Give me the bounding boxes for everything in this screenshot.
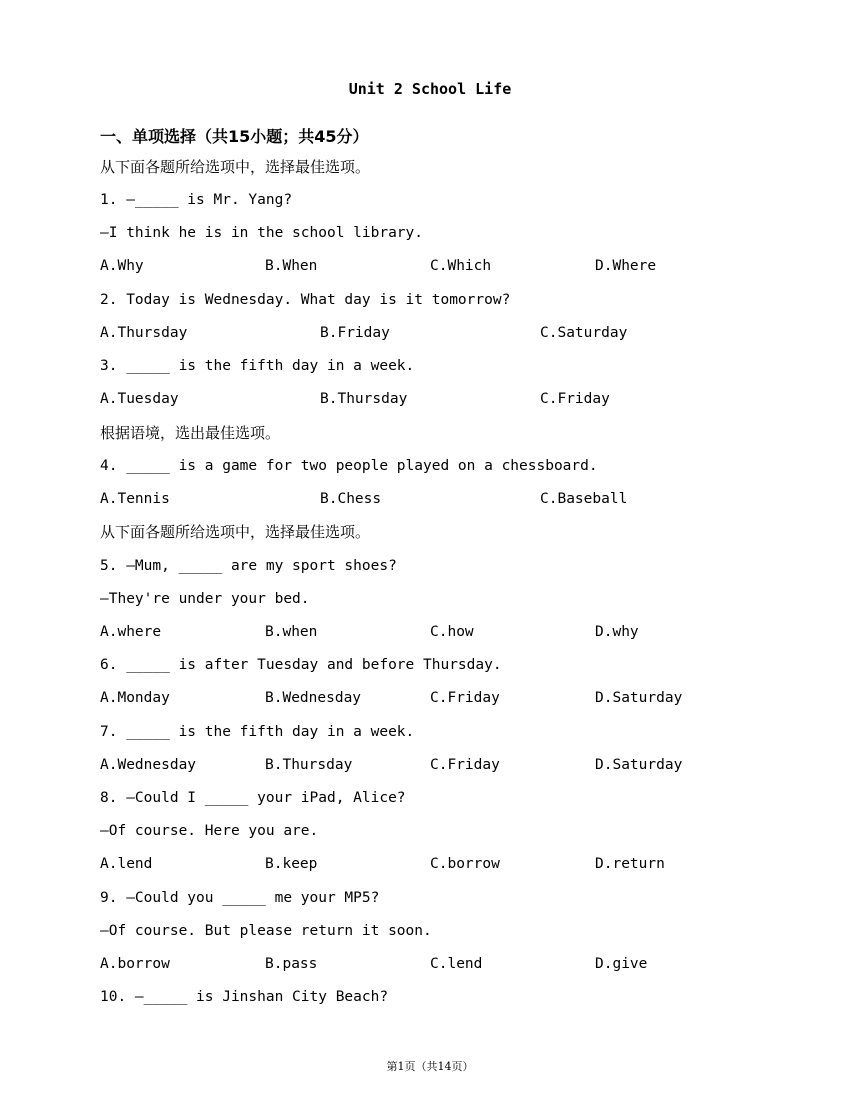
question-stem: 10. —_____ is Jinshan City Beach? xyxy=(100,989,389,1005)
option-c: C.Baseball xyxy=(540,491,628,507)
option-d: D.Saturday xyxy=(595,757,683,773)
option-b: B.Chess xyxy=(320,491,382,507)
option-c: C.Which xyxy=(430,258,492,274)
option-b: B.Friday xyxy=(320,325,390,341)
question-stem: 2. Today is Wednesday. What day is it tomorrow? xyxy=(100,292,511,308)
page-footer: 第1页（共14页） xyxy=(386,1060,474,1073)
option-b: B.keep xyxy=(265,856,318,872)
option-a: A.Monday xyxy=(100,690,170,706)
option-b: B.pass xyxy=(265,956,318,972)
option-c: C.how xyxy=(430,624,474,640)
option-a: A.Wednesday xyxy=(100,757,197,773)
instruction-text: 根据语境，选出最佳选项。 xyxy=(100,424,281,442)
option-b: B.Thursday xyxy=(320,391,408,407)
option-c: C.Saturday xyxy=(540,325,628,341)
document-title: Unit 2 School Life xyxy=(348,80,512,98)
option-c: C.Friday xyxy=(430,757,500,773)
question-stem: 8. —Could I _____ your iPad, Alice? xyxy=(100,790,406,806)
question-stem: 1. —_____ is Mr. Yang? xyxy=(100,192,293,208)
question-stem: 9. —Could you _____ me your MP5? xyxy=(100,890,380,906)
option-a: A.Thursday xyxy=(100,325,188,341)
question-reply: —Of course. Here you are. xyxy=(100,823,319,839)
question-reply: —Of course. But please return it soon. xyxy=(100,923,432,939)
option-d: D.give xyxy=(595,956,648,972)
instruction-text: 从下面各题所给选项中，选择最佳选项。 xyxy=(100,523,371,541)
option-a: A.Why xyxy=(100,258,144,274)
option-a: A.Tennis xyxy=(100,491,170,507)
option-a: A.Tuesday xyxy=(100,391,179,407)
option-c: C.Friday xyxy=(540,391,610,407)
question-reply: —They're under your bed. xyxy=(100,591,310,607)
option-c: C.Friday xyxy=(430,690,500,706)
option-a: A.where xyxy=(100,624,162,640)
section-heading: 一、单项选择（共15小题；共45分） xyxy=(100,127,369,146)
question-stem: 7. _____ is the fifth day in a week. xyxy=(100,724,415,740)
option-c: C.borrow xyxy=(430,856,500,872)
option-b: B.Wednesday xyxy=(265,690,362,706)
question-stem: 6. _____ is after Tuesday and before Thursday. xyxy=(100,657,502,673)
option-d: D.Saturday xyxy=(595,690,683,706)
option-c: C.lend xyxy=(430,956,483,972)
option-d: D.why xyxy=(595,624,639,640)
option-d: D.return xyxy=(595,856,665,872)
option-a: A.lend xyxy=(100,856,153,872)
instruction-text: 从下面各题所给选项中，选择最佳选项。 xyxy=(100,158,371,176)
question-stem: 5. —Mum, _____ are my sport shoes? xyxy=(100,558,397,574)
option-b: B.When xyxy=(265,258,318,274)
option-b: B.Thursday xyxy=(265,757,353,773)
option-d: D.Where xyxy=(595,258,657,274)
option-b: B.when xyxy=(265,624,318,640)
question-stem: 3. _____ is the fifth day in a week. xyxy=(100,358,415,374)
option-a: A.borrow xyxy=(100,956,170,972)
question-stem: 4. _____ is a game for two people played on a chessboard. xyxy=(100,458,598,474)
question-reply: —I think he is in the school library. xyxy=(100,225,424,241)
